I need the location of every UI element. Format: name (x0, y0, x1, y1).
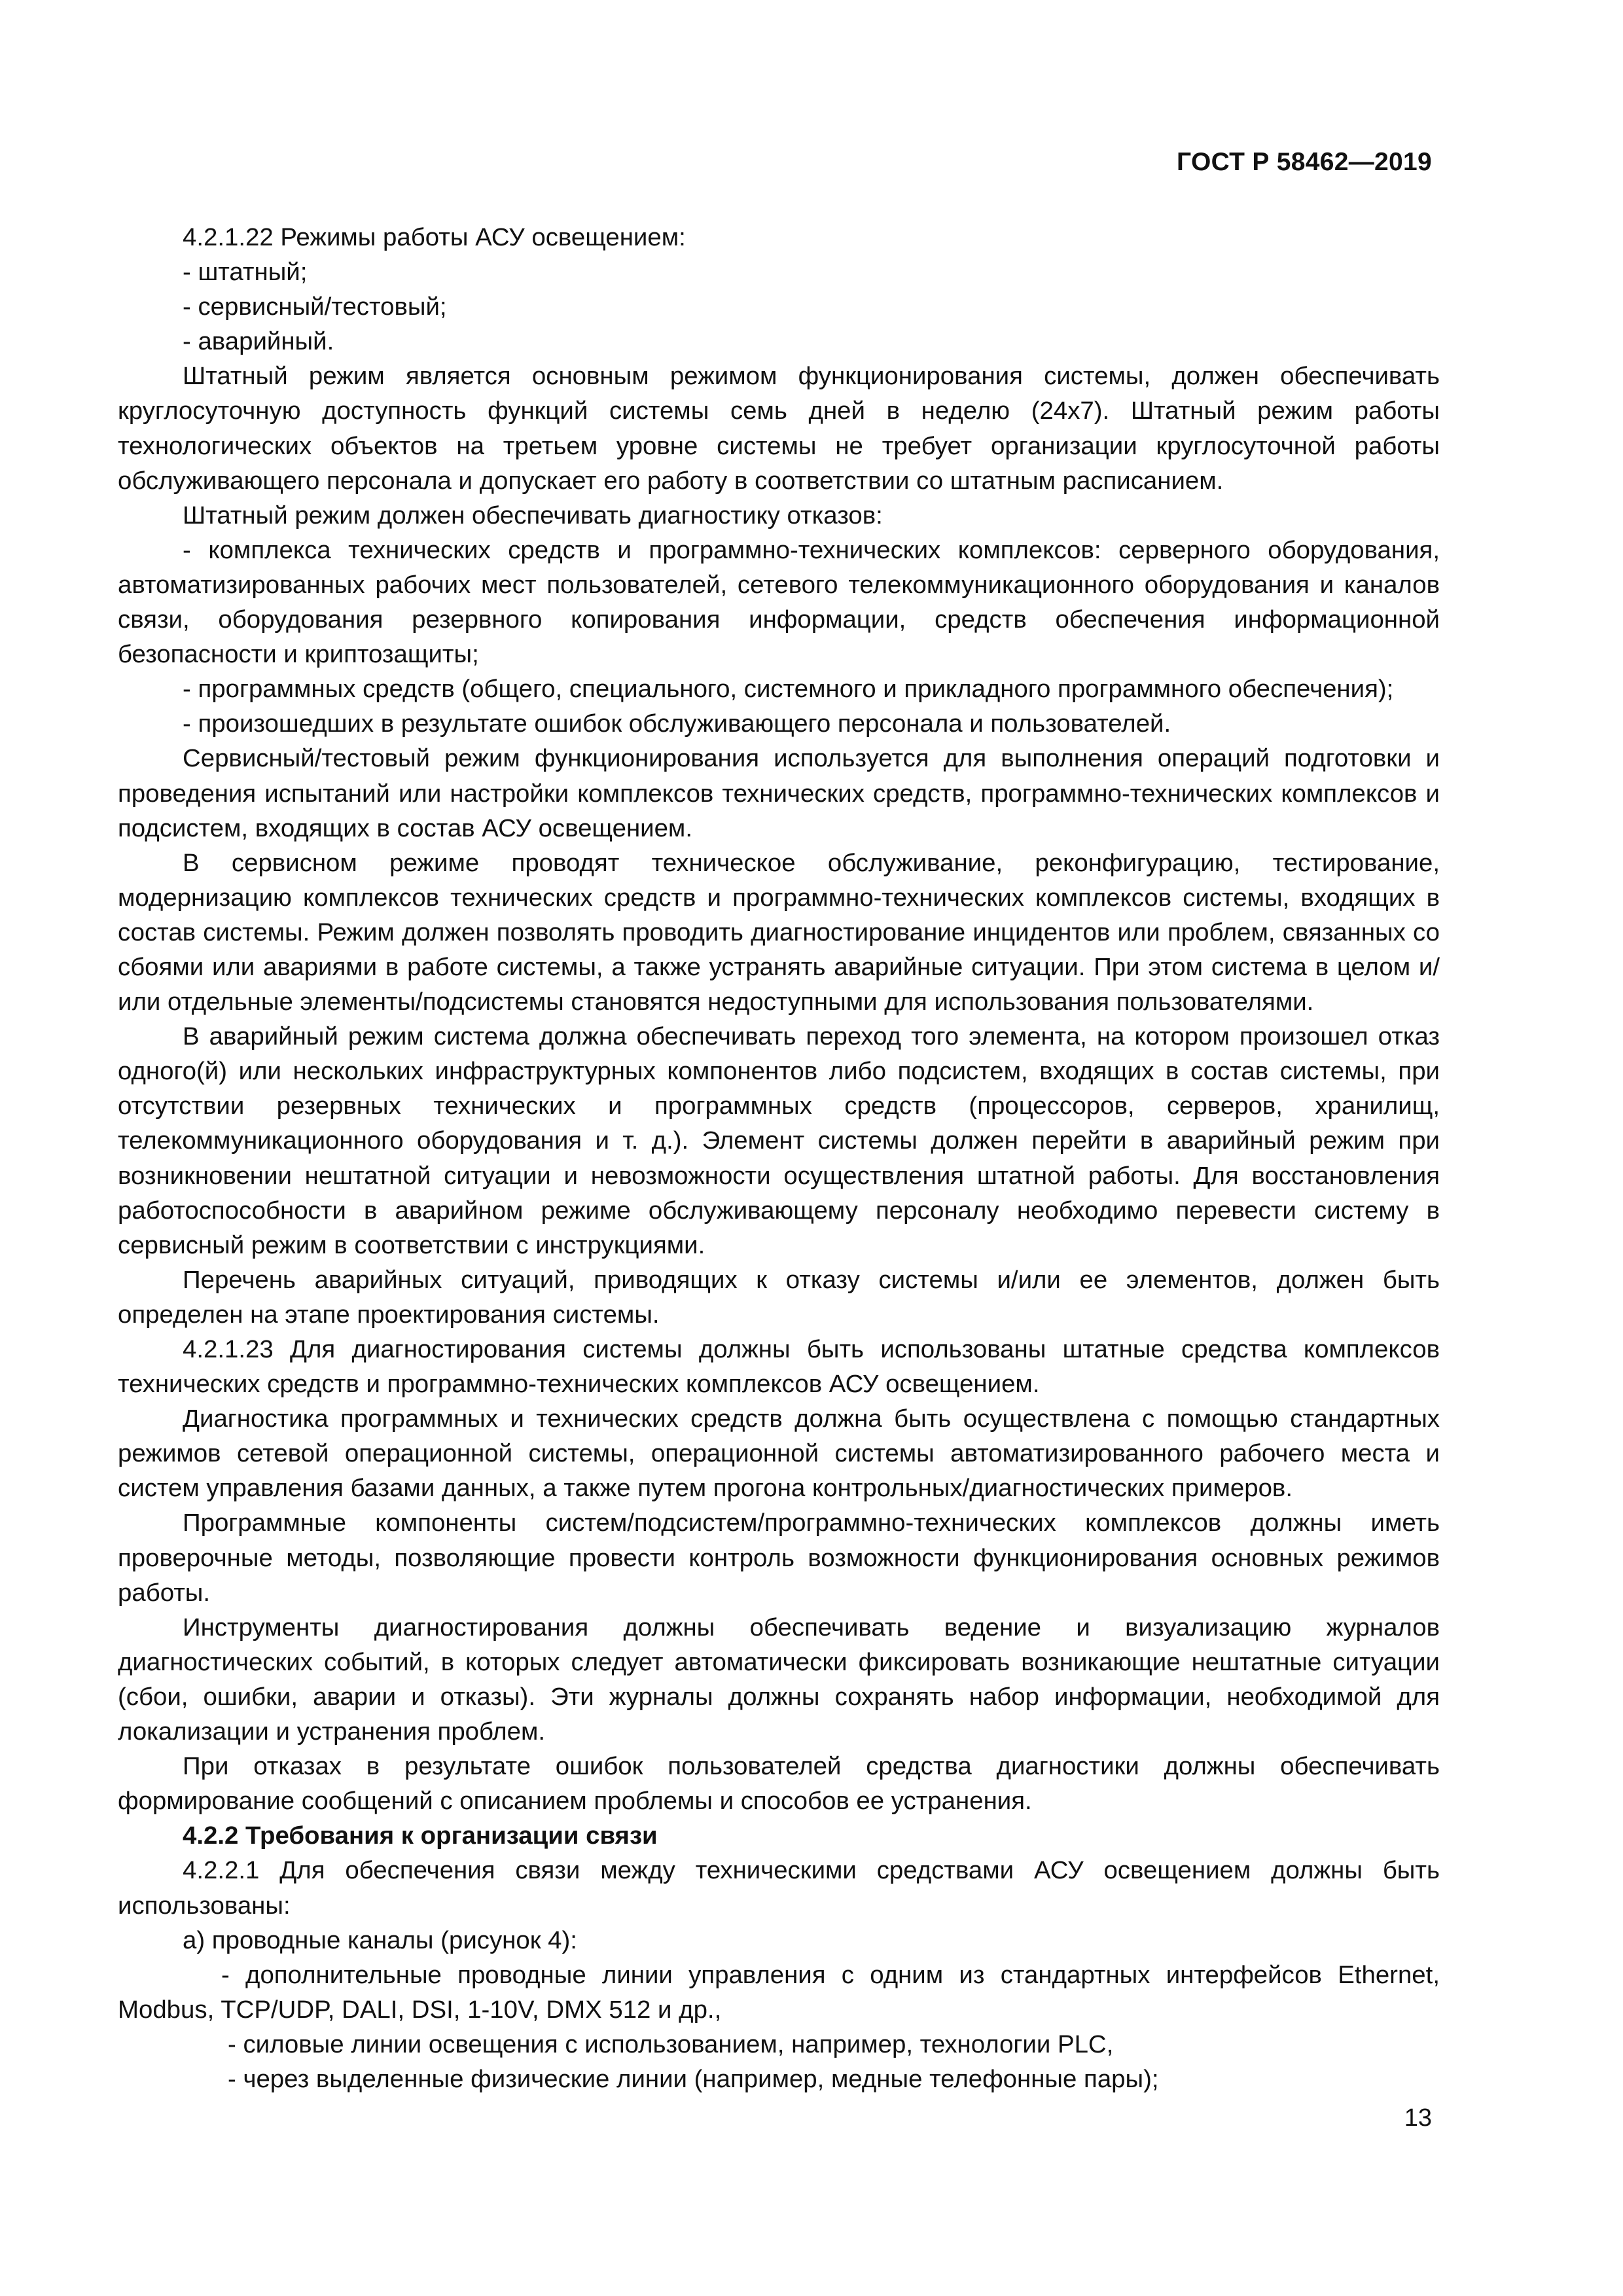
paragraph-service-mode: Сервисный/тестовый режим функционирования используется для выполнения операций подготовки и проведения испытаний или настройки комплексов технических средств, программно-технических комплексов и подсистем, входящих в состав АСУ освещением. (118, 744, 1440, 842)
list-item-service-mode: - сервисный/тестовый; (183, 293, 447, 321)
paragraph-normal-mode-diagnostics: Штатный режим должен обеспечивать диагностику отказов: (183, 501, 883, 529)
clause-4-2-2-1: 4.2.2.1 Для обеспечения связи между техническими средствами АСУ освещением должны быть использованы: (118, 1856, 1440, 1920)
paragraph-diagnostic-tools: Инструменты диагностирования должны обеспечивать ведение и визуализацию журналов диагностических событий, в которых следует автоматически фиксировать возникающие нештатные ситуации (сбои, ошибки, аварии и отказы). Эти журналы должны сохранять набор информации, необходимой для локализации и устранения проблем. (118, 1613, 1440, 1746)
sublist-item-power-lines: - силовые линии освещения с использованием, например, технологии PLC, (228, 2030, 1114, 2058)
paragraph-emergency-list: Перечень аварийных ситуаций, приводящих к отказу системы и/или ее элементов, должен быть определен на этапе проектирования системы. (118, 1265, 1440, 1329)
paragraph-emergency-mode: В аварийный режим система должна обеспечивать переход того элемента, на котором произошел отказ одного(й) или нескольких инфраструктурных компонентов либо подсистем, входящих в состав системы, при отсутствии резервных технических и программных средств (процессоров, серверов, хранилищ, телекоммуникационного оборудования и т. д.). Элемент системы должен перейти в аварийный режим при возникновении нештатной ситуации и невозможности осуществления штатной работы. Для восстановления работоспособности в аварийном режиме обслуживающему персоналу необходимо перевести систему в сервисный режим в соответствии с инструкциями. (118, 1022, 1440, 1259)
paragraph-service-mode-details: В сервисном режиме проводят техническое обслуживание, реконфигурацию, тестирование, модернизацию комплексов технических средств и программно-технических комплексов системы, входящих в состав системы. Режим должен позволять проводить диагностирование инцидентов или проблем, связанных со сбоями или авариями в работе системы, а также устранять аварийные ситуации. При этом система в целом и/или отдельные элементы/подсистемы становятся недоступными для использования пользователями. (118, 848, 1440, 1016)
list-item-emergency-mode: - аварийный. (183, 327, 334, 356)
page-number: 13 (1404, 2104, 1432, 2132)
paragraph-software-components: Программные компоненты систем/подсистем/программно-технических комплексов должны иметь проверочные методы, позволяющие провести контроль возможности функционирования основных режимов работы. (118, 1509, 1440, 1607)
document-header: ГОСТ Р 58462—2019 (1177, 148, 1432, 176)
list-item-hardware-complex: - комплекса технических средств и программно-технических комплексов: серверного оборудования, автоматизированных рабочих мест пользователей, сетевого телекоммуникационного оборудования и каналов связи, оборудования резервного копирования информации, средств обеспечения информационной безопасности и криптозащиты; (118, 535, 1440, 669)
clause-4-2-1-22: 4.2.1.22 Режимы работы АСУ освещением: (183, 223, 686, 251)
sublist-item-dedicated-lines: - через выделенные физические линии (например, медные телефонные пары); (228, 2064, 1159, 2093)
section-heading-4-2-2: 4.2.2 Требования к организации связи (183, 1821, 658, 1850)
list-item-normal-mode: - штатный; (183, 258, 308, 287)
list-item-software: - программных средств (общего, специального, системного и прикладного программного обеспечения); (183, 675, 1394, 704)
list-item-wired-channels: а) проводные каналы (рисунок 4): (183, 1926, 577, 1954)
sublist-item-control-lines: - дополнительные проводные линии управления с одним из стандартных интерфейсов Ethernet, Modbus, TCP/UDP, DALI, DSI, 1-10V, DMX 512 и др., (118, 1960, 1440, 2024)
list-item-personnel-errors: - произошедших в результате ошибок обслуживающего персонала и пользователей. (183, 709, 1171, 738)
paragraph-diagnostics-means: Диагностика программных и технических средств должна быть осуществлена с помощью стандартных режимов сетевой операционной системы, операционной системы автоматизированного рабочего места и систем управления базами данных, а также путем прогона контрольных/диагностических примеров. (118, 1405, 1440, 1503)
document-body (118, 220, 1440, 2096)
paragraph-normal-mode-description: Штатный режим является основным режимом функционирования системы, должен обеспечивать круглосуточную доступность функций системы семь дней в неделю (24x7). Штатный режим работы технологических объектов на третьем уровне системы не требует организации круглосуточной работы обслуживающего персонала и допускает его работу в соответствии со штатным расписанием. (118, 362, 1440, 495)
paragraph-user-errors: При отказах в результате ошибок пользователей средства диагностики должны обеспечивать формирование сообщений с описанием проблемы и способов ее устранения. (118, 1752, 1440, 1816)
clause-4-2-1-23: 4.2.1.23 Для диагностирования системы должны быть использованы штатные средства комплексов технических средств и программно-технических комплексов АСУ освещением. (118, 1335, 1440, 1399)
